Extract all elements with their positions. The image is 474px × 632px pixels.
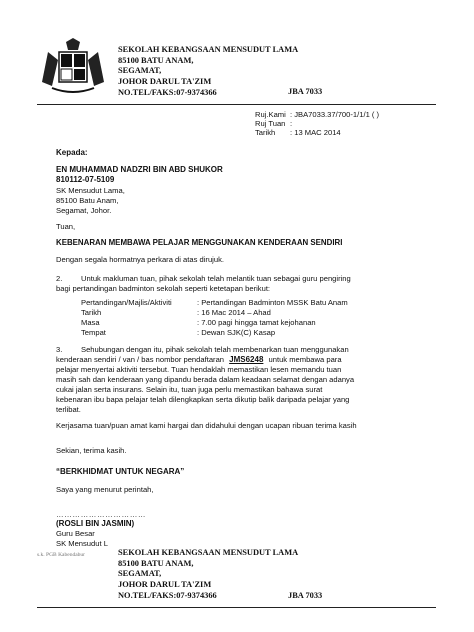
recipient-address-line: 85100 Batu Anam, — [56, 196, 119, 205]
footer-address-line: JOHOR DARUL TA'ZIM — [118, 580, 212, 590]
footer-address-line: SEGAMAT, — [118, 569, 162, 579]
footer-school-name: SEKOLAH KEBANGSAAN MENSUDUT LAMA — [118, 548, 299, 557]
detail-label: Tempat — [81, 328, 106, 337]
detail-label: Masa — [81, 318, 100, 327]
recipient-name: EN MUHAMMAD NADZRI BIN ABD SHUKOR — [56, 165, 223, 174]
para3-number: 3. — [56, 345, 63, 354]
footer-phone: NO.TEL/FAKS:07-9374366 — [118, 590, 217, 600]
para3-line: masih sah dan kenderaan yang dipandu berada dalam keadaan selamat dengan adanya — [56, 375, 355, 384]
motto: “BERKHIDMAT UNTUK NEGARA” — [56, 467, 185, 476]
footer-school-code: JBA 7033 — [288, 591, 323, 600]
para3-line: terlibat. — [56, 405, 81, 414]
para2-line: Untuk makluman tuan, pihak sekolah telah melantik tuan sebagai guru pengiring — [81, 274, 351, 283]
detail-value: : Dewan SJK(C) Kasap — [197, 328, 276, 337]
school-address-block — [118, 45, 298, 99]
footer-school-address-block — [118, 548, 298, 602]
ref-value-kami: : JBA7033.37/700-1/1/1 ( ) — [290, 110, 380, 119]
para3-line: kebenaran ibu bapa pelajar telah dilengkapkan serta dikutip balik daripada pelajar yang — [56, 395, 350, 404]
header-divider — [37, 104, 436, 105]
subject-line: KEBENARAN MEMBAWA PELAJAR MENGGUNAKAN KENDERAAN SENDIRI — [56, 238, 343, 247]
para3-line-part: untuk membawa para — [268, 355, 342, 364]
signature-line: …………………………… — [56, 510, 147, 519]
kepada-label: Kepada: — [56, 148, 88, 157]
footer-divider — [37, 607, 436, 608]
vehicle-plate-number: JMS6248 — [229, 355, 264, 364]
signer-school: SK Mensudut L — [56, 539, 108, 548]
recipient-address-line: SK Mensudut Lama, — [56, 186, 125, 195]
thanks-line: Sekian, terima kasih. — [56, 446, 127, 455]
detail-label: Pertandingan/Majlis/Aktiviti — [81, 298, 172, 307]
para3-line: Sehubungan dengan itu, pihak sekolah telah membenarkan tuan menggunakan — [81, 345, 349, 354]
para3-line — [56, 355, 342, 365]
para3-line: pelajar menyertai aktiviti tersebut. Tuan hendaklah memastikan lesen memandu tuan — [56, 365, 342, 374]
para2-line: bagi pertandingan badminton sekolah seperti ketetapan berikut: — [56, 284, 271, 293]
signer-name: (ROSLI BIN JASMIN) — [56, 519, 135, 528]
saya-line: Saya yang menurut perintah, — [56, 485, 154, 494]
detail-label: Tarikh — [81, 308, 102, 317]
detail-value: : 7.00 pagi hingga tamat kejohanan — [197, 318, 316, 327]
detail-value: : 16 Mac 2014 – Ahad — [197, 308, 271, 317]
salutation: Tuan, — [56, 222, 76, 231]
recipient-address-line: Segamat, Johor. — [56, 206, 112, 215]
school-name: SEKOLAH KEBANGSAAN MENSUDUT LAMA — [118, 45, 299, 54]
ref-value-tarikh: : 13 MAC 2014 — [290, 128, 341, 137]
opening-line: Dengan segala hormatnya perkara di atas dirujuk. — [56, 255, 225, 264]
school-address-line: SEGAMAT, — [118, 66, 162, 76]
footer-address-line: 85100 BATU ANAM, — [118, 558, 194, 568]
recipient-id: 810112-07-5109 — [56, 175, 115, 184]
closing-paragraph: Kerjasama tuan/puan amat kami hargai dan didahului dengan ucapan ribuan terima kasih — [56, 421, 357, 430]
footer-note: s.k. PGB Kabendabur — [37, 552, 85, 558]
school-code: JBA 7033 — [288, 87, 323, 96]
ref-label-tarikh: Tarikh — [255, 128, 276, 137]
para3-line-part: kenderaan sendiri / van / bas nombor pendaftaran — [56, 355, 225, 364]
signer-title: Guru Besar — [56, 529, 95, 538]
para3-line: cukai jalan serta insurans. Selain itu, tuan juga perlu memastikan bahawa surat — [56, 385, 323, 394]
school-address-line: 85100 BATU ANAM, — [118, 55, 194, 65]
school-crest-logo — [38, 38, 108, 96]
para2-number: 2. — [56, 274, 63, 283]
ref-label-kami: Ruj.Kami — [255, 110, 286, 119]
ref-value-tuan: : — [290, 119, 293, 128]
school-address-line: JOHOR DARUL TA'ZIM — [118, 77, 212, 87]
ref-label-tuan: Ruj Tuan — [255, 119, 286, 128]
detail-value: : Pertandingan Badminton MSSK Batu Anam — [197, 298, 348, 307]
school-phone: NO.TEL/FAKS:07-9374366 — [118, 87, 217, 97]
